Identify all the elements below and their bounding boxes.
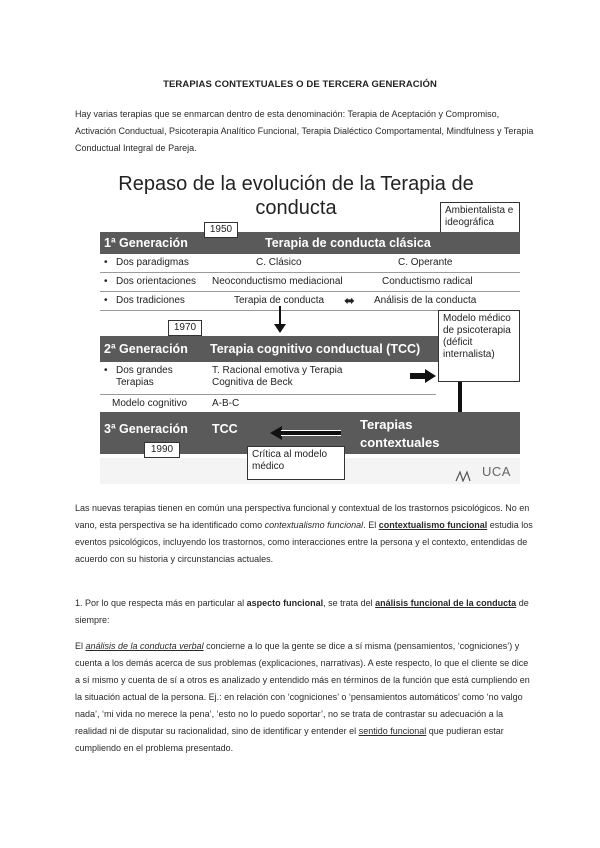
right-arrow-icon [410,369,436,383]
row-label: Dos paradigmas [116,257,189,268]
gen3-tcc: TCC [212,422,238,436]
figure-title-line1: Repaso de la evolución de la Terapia de [118,173,474,195]
row-col2: C. Clásico [256,257,302,268]
row-col2: Terapia de conducta [234,295,325,306]
row-label: Dos grandes Terapias [116,365,173,388]
uca-logo: UCA [482,464,511,479]
gen3-name: Terapias contextuales [360,417,440,450]
figure-title [100,172,492,220]
bullet: • [104,257,108,268]
bullet: • [104,365,108,376]
gen2-label: 2ª Generación [104,342,188,356]
row-label: Modelo cognitivo [112,398,188,409]
left-arrow-icon [270,426,342,440]
double-arrow-icon: ⬌ [344,293,355,308]
gen1-row-orientaciones [100,273,520,291]
row-col2: Neoconductismo mediacional [212,276,343,287]
modelo-medico-box: Modelo médico de psicoterapia (déficit internalista) [438,310,520,382]
gen1-row-paradigmas [100,254,520,272]
paragraph-aspecto-funcional: 1. Por lo que respecta más en particular al aspecto funcional, se trata del análisis funcional de la conducta de siempre: [75,598,529,625]
row-col3: Análisis de la conducta [374,295,477,306]
down-arrow-icon [273,306,287,334]
ambientalista-box: Ambientalista e ideográfica [440,202,520,234]
gen1-band [100,232,520,254]
row-col3: C. Operante [398,257,453,268]
bullet: • [104,276,108,287]
year-1950: 1950 [204,222,238,238]
evolution-figure [100,166,520,484]
gen2-name: Terapia cognitivo conductual (TCC) [210,342,421,356]
bullet: • [104,295,108,306]
paragraph-conducta-verbal: El análisis de la conducta verbal concierne a lo que la gente se dice a sí misma (pensamientos, ‘cogniciones’) y cuenta a los demás acerca de sus problemas (explicaciones, narrativas). A este respecto, lo que el cliente se dice a sí mismo y cuenta de sí a otros es analizado y entendido más en términos de la función que está cumpliendo en la situación actual de la persona. Ej.: en relación con ‘cogniciones’ o ‘pensamientos automáticos’ como ‘no valgo nada’, ‘mi vida no merece la pena’, ‘esto no lo puedo soportar’, no se trata de contrastar su adecuación a la realidad ni de disputar su racionalidad, sino de identificar y entender el sentido funcional que pudieran estar cumpliendo en el problema presentado. [75,641,530,753]
logo-mark-icon [454,468,478,482]
paragraph-contextualismo: Las nuevas terapias tienen en común una perspectiva funcional y contextual de los trastornos psicológicos. No en vano, esta perspectiva se ha identificado como contextualismo funcional. El contextualismo funcional estudia los eventos psicológicos, incluyendo los trastornos, como interacciones entre la persona y el contexto, entendidas de acuerdo con su historia y circunstancias actuales. [75,503,533,564]
critica-box: Crítica al modelo médico [247,446,345,480]
figure-title-line2: conducta [255,197,337,219]
year-1970: 1970 [168,320,202,336]
row-col2: A-B-C [212,398,240,409]
gen1-label: 1ª Generación [104,236,188,250]
gen1-row-tradiciones [100,292,520,310]
gen3-label: 3ª Generación [104,422,188,436]
row-label: Dos orientaciones [116,276,197,287]
intro-paragraph: Hay varias terapias que se enmarcan dentro de esta denominación: Terapia de Aceptación y Compromiso, Activación Conductual, Psicoterapia Analítico Funcional, Terapia Dialéctico Comportamental, Mindfulness y Terapia Conductual Integral de Pareja. [75,109,534,153]
row-col2: T. Racional emotiva y Terapia Cognitiva de Beck [212,365,343,388]
document-title: TERAPIAS CONTEXTUALES O DE TERCERA GENERACIÓN [163,79,437,90]
gen1-name: Terapia de conducta clásica [265,236,431,250]
year-1990: 1990 [144,442,180,458]
row-label: Dos tradiciones [116,295,185,306]
row-col3: Conductismo radical [382,276,473,287]
